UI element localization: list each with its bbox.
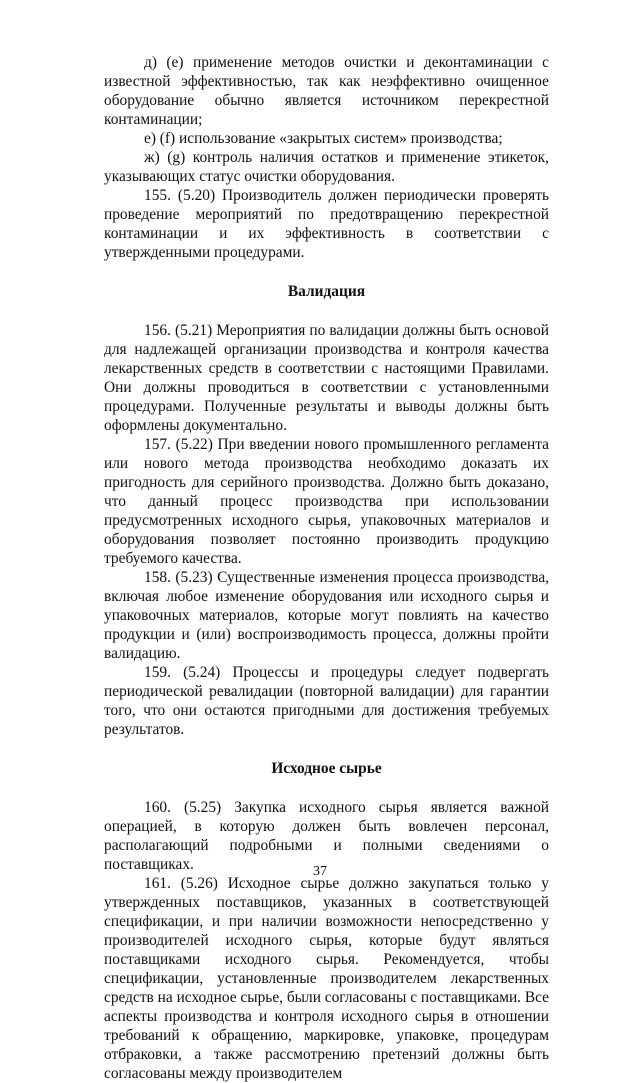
section-validation-body [104, 321, 549, 739]
paragraph-155: 155. (5.20) Производитель должен периодически проверять проведение мероприятий по предотвращению перекрестной контаминации и их эффективность в соответствии с утвержденными процедурами. [104, 187, 549, 261]
paragraph-161: 161. (5.26) Исходное сырье должно закупаться только у утвержденных поставщиков, указанных в соответствующей спецификации, и при наличии возможности непосредственно у производителей исходного сырья, которые будут являться поставщиками исходного сырья. Рекомендуется, чтобы спецификации, установленные производителем лекарственных средств на исходное сырье, были согласованы с поставщиками. Все аспекты производства и контроля исходного сырья в отношении требований к обращению, маркировке, упаковке, процедурам отбраковки, а также рассмотрению претензий должны быть согласованы между производителем [104, 875, 549, 1082]
paragraph-159: 159. (5.24) Процессы и процедуры следует подвергать периодической ревалидации (повторной валидации) для гарантии того, что они остаются пригодными для достижения требуемых результатов. [104, 664, 549, 738]
section-heading-raw-materials: Исходное сырье [271, 760, 382, 777]
paragraph-156: 156. (5.21) Мероприятия по валидации должны быть основой для надлежащей организации производства и контроля качества лекарственных средств в соответствии с настоящими Правилами. Они должны проводиться в соответствии с установленными процедурами. Полученные результаты и выводы должны быть оформлены документально. [104, 322, 549, 434]
list-item-g: ж) (g) контроль наличия остатков и применение этикеток, указывающих статус очистки оборудования. [104, 149, 549, 185]
paragraph-158: 158. (5.23) Существенные изменения процесса производства, включая любое изменение оборудования или исходного сырья и упаковочных материалов, которые могут повлиять на качество продукции и (или) воспроизводимость процесса, должны пройти валидацию. [104, 569, 549, 662]
list-item-e: д) (е) применение методов очистки и деконтаминации с известной эффективностью, так как неэффективно очищенное оборудование обычно является источником перекрестной контаминации; [104, 54, 549, 128]
section-raw-materials-body [104, 798, 549, 1083]
page-content [104, 53, 549, 1083]
paragraph-160: 160. (5.25) Закупка исходного сырья является важной операцией, в которую должен быть вовлечен персонал, располагающий подробными и полными сведениями о поставщиках. [104, 799, 549, 873]
list-item-f: е) (f) использование «закрытых систем» производства; [144, 130, 503, 147]
paragraph-157: 157. (5.22) При введении нового промышленного регламента или нового метода производства необходимо доказать их пригодность для серийного производства. Должно быть доказано, что данный процесс производства при использовании предусмотренных исходного сырья, упаковочных материалов и оборудования позволяет постоянно производить продукцию требуемого качества. [104, 436, 549, 567]
section-heading-validation: Валидация [287, 283, 366, 300]
page-number: 37 [313, 864, 327, 879]
